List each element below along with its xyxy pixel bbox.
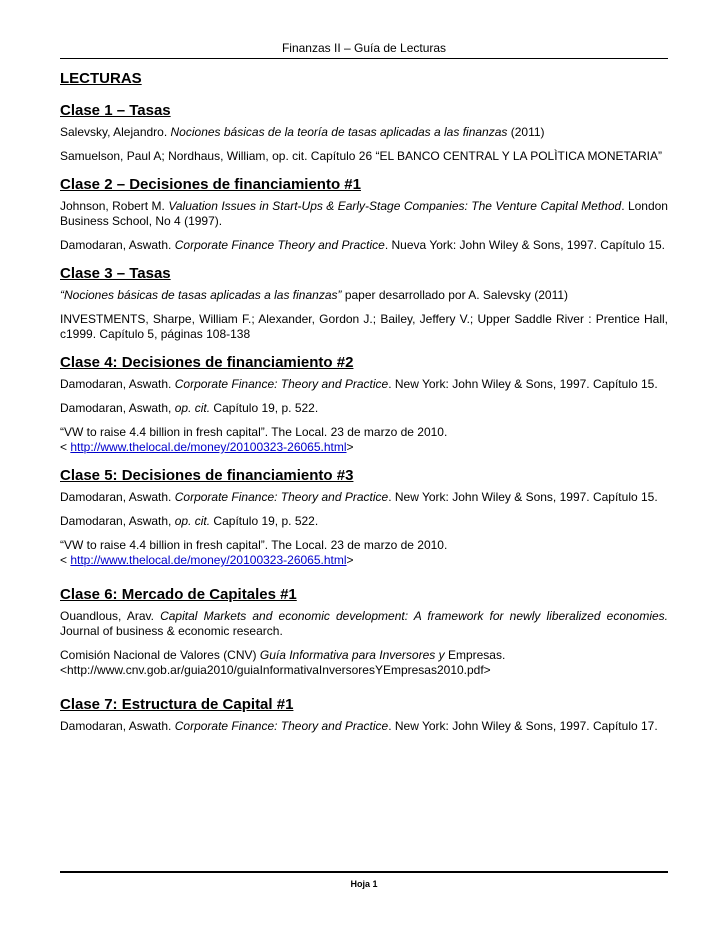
reference-link[interactable]: http://www.thelocal.de/money/20100323-26065.html bbox=[70, 553, 347, 567]
section-heading: Clase 6: Mercado de Capitales #1 bbox=[60, 586, 297, 603]
reference-entry: “Nociones básicas de tasas aplicadas a las finanzas” paper desarrollado por A. Salevsky (2011) bbox=[60, 288, 569, 302]
section-clase-6 bbox=[60, 586, 668, 678]
section-heading: Clase 1 – Tasas bbox=[60, 102, 171, 119]
header-title: Finanzas II – Guía de Lecturas bbox=[281, 41, 447, 55]
section-clase-1 bbox=[60, 102, 668, 164]
reference-entry: Damodaran, Aswath. Corporate Finance: Theory and Practice. New York: John Wiley & Sons, 1997. Capítulo 17. bbox=[60, 719, 658, 733]
section-heading: Clase 4: Decisiones de financiamiento #2 bbox=[60, 354, 354, 371]
reference-entry: “VW to raise 4.4 billion in fresh capital”. The Local. 23 de marzo de 2010. < http://www.thelocal.de/money/20100323-26065.html> bbox=[60, 425, 448, 454]
section-clase-5 bbox=[60, 467, 668, 568]
reference-entry: Damodaran, Aswath. Corporate Finance: Theory and Practice. New York: John Wiley & Sons, 1997. Capítulo 15. bbox=[60, 377, 658, 391]
section-heading: Clase 2 – Decisiones de financiamiento #1 bbox=[60, 176, 361, 193]
reference-entry: Salevsky, Alejandro. Nociones básicas de la teoría de tasas aplicadas a las finanzas (2011) bbox=[60, 125, 545, 139]
page-number: Hoja 1 bbox=[350, 879, 378, 889]
section-clase-3 bbox=[60, 265, 668, 342]
reference-entry: “VW to raise 4.4 billion in fresh capital”. The Local. 23 de marzo de 2010. < http://www.thelocal.de/money/20100323-26065.html> bbox=[60, 538, 448, 567]
section-clase-2 bbox=[60, 176, 668, 253]
reference-entry: Damodaran, Aswath, op. cit. Capítulo 19, p. 522. bbox=[60, 514, 319, 528]
page-footer bbox=[60, 871, 668, 889]
reference-entry: Samuelson, Paul A; Nordhaus, William, op. cit. Capítulo 26 “EL BANCO CENTRAL Y LA POLÌTICA MONETARIA” bbox=[60, 149, 663, 163]
reference-entry: Damodaran, Aswath. Corporate Finance: Theory and Practice. New York: John Wiley & Sons, 1997. Capítulo 15. bbox=[60, 490, 658, 504]
reference-entry: Damodaran, Aswath, op. cit. Capítulo 19, p. 522. bbox=[60, 401, 319, 415]
section-clase-7 bbox=[60, 696, 668, 734]
section-heading: Clase 5: Decisiones de financiamiento #3 bbox=[60, 467, 354, 484]
reference-link[interactable]: http://www.thelocal.de/money/20100323-26065.html bbox=[70, 440, 347, 454]
section-clase-4 bbox=[60, 354, 668, 455]
content-area bbox=[60, 70, 668, 746]
reference-entry: Ouandlous, Arav. Capital Markets and economic development: A framework for newly liberalized economies. Journal of business & economic research. bbox=[60, 609, 669, 638]
section-heading: Clase 3 – Tasas bbox=[60, 265, 171, 282]
page-header bbox=[60, 40, 668, 59]
reference-entry: INVESTMENTS, Sharpe, William F.; Alexander, Gordon J.; Bailey, Jeffery V.; Upper Saddle River : Prentice Hall, c1999. Capítulo 5, páginas 108-138 bbox=[60, 312, 668, 341]
section-heading: Clase 7: Estructura de Capital #1 bbox=[60, 696, 294, 713]
reference-entry: Comisión Nacional de Valores (CNV) Guía Informativa para Inversores y Empresas. <http://www.cnv.gob.ar/guia2010/guiaInformativaInversoresYEmpresas2010.pdf> bbox=[60, 648, 506, 677]
reference-entry: Damodaran, Aswath. Corporate Finance Theory and Practice. Nueva York: John Wiley & Sons, 1997. Capítulo 15. bbox=[60, 238, 666, 252]
reference-entry: Johnson, Robert M. Valuation Issues in Start-Ups & Early-Stage Companies: The Venture Capital Method. London Business School, No 4 (1997). bbox=[60, 199, 668, 228]
document-title: LECTURAS bbox=[60, 70, 142, 87]
